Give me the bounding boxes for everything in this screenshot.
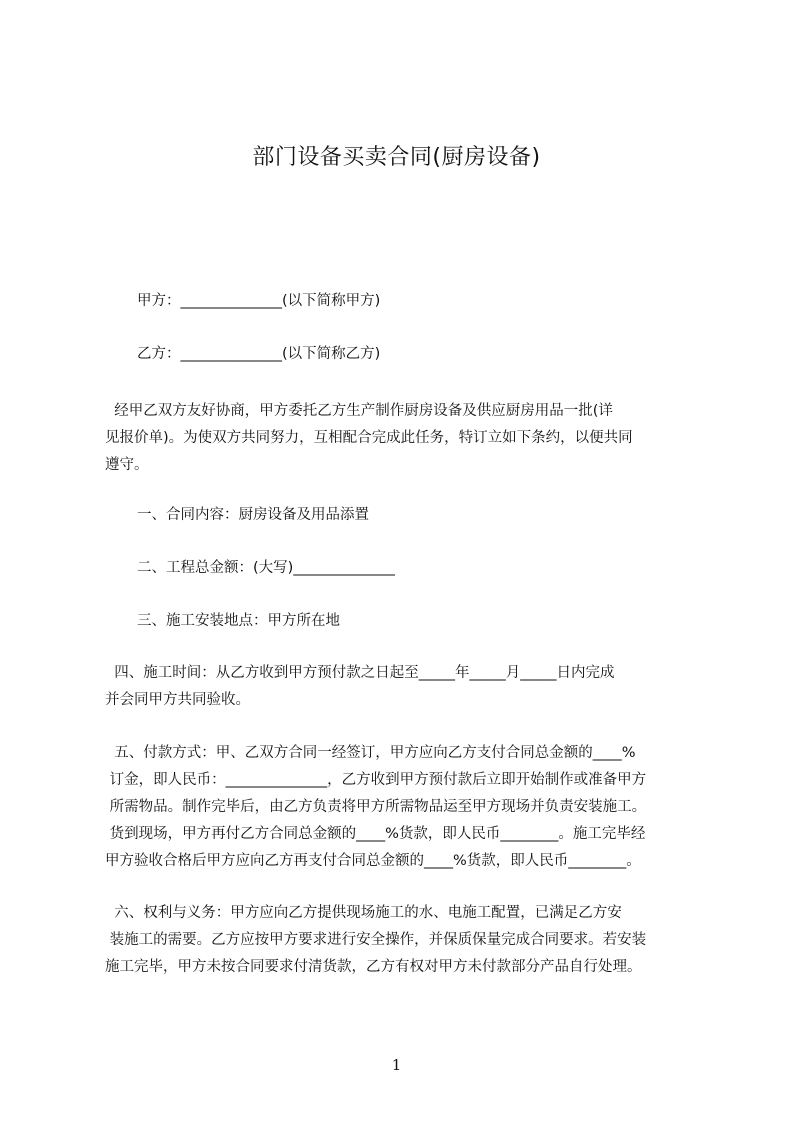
intro-paragraph [105, 398, 705, 479]
section-6 [105, 900, 705, 981]
section-1: 一、合同内容：厨房设备及用品添置 [137, 507, 369, 523]
section-2: 二、工程总金额：(大写)______________ [137, 560, 395, 576]
section-4-line: 并会同甲方共同验收。 [105, 692, 250, 708]
intro-line: 见报价单)。为使双方共同努力，互相配合完成此任务，特订立如下条约，以便共同 [105, 430, 633, 446]
page-number: 1 [391, 1056, 402, 1074]
section-5 [105, 740, 705, 875]
section-5-line: 五、付款方式：甲、乙双方合同一经签订，甲方应向乙方支付合同总金额的____% [105, 745, 636, 761]
party-b-line: 乙方：______________(以下简称乙方) [137, 346, 381, 362]
section-5-line: 订金，即人民币：______________，乙方收到甲方预付款后立即开始制作或准备甲方 [105, 772, 647, 788]
intro-line: 遵守。 [105, 457, 149, 473]
section-4-line: 四、施工时间：从乙方收到甲方预付款之日起至_____年_____月_____日内完成 [105, 665, 615, 681]
section-4 [105, 660, 705, 714]
section-5-line: 货到现场，甲方再付乙方合同总金额的____%货款，即人民币________。施工完毕经 [105, 826, 646, 842]
section-6-line: 施工完毕，甲方未按合同要求付清货款，乙方有权对甲方未付款部分产品自行处理。 [105, 959, 642, 975]
document-title: 部门设备买卖合同(厨房设备) [252, 145, 541, 170]
section-6-line: 装施工的需要。乙方应按甲方要求进行安全操作，并保质保量完成合同要求。若安装 [105, 932, 647, 948]
party-a-line: 甲方：______________(以下简称甲方) [137, 293, 381, 309]
section-5-line: 所需物品。制作完毕后，由乙方负责将甲方所需物品运至甲方现场并负责安装施工。 [105, 799, 647, 815]
section-5-line: 甲方验收合格后甲方应向乙方再支付合同总金额的____%货款，即人民币________。 [105, 853, 641, 869]
section-6-line: 六、权利与义务：甲方应向乙方提供现场施工的水、电施工配置，已满足乙方安 [105, 905, 622, 921]
section-3: 三、施工安装地点：甲方所在地 [137, 613, 340, 629]
intro-line: 经甲乙双方友好协商，甲方委托乙方生产制作厨房设备及供应厨房用品一批(详 [105, 403, 613, 419]
